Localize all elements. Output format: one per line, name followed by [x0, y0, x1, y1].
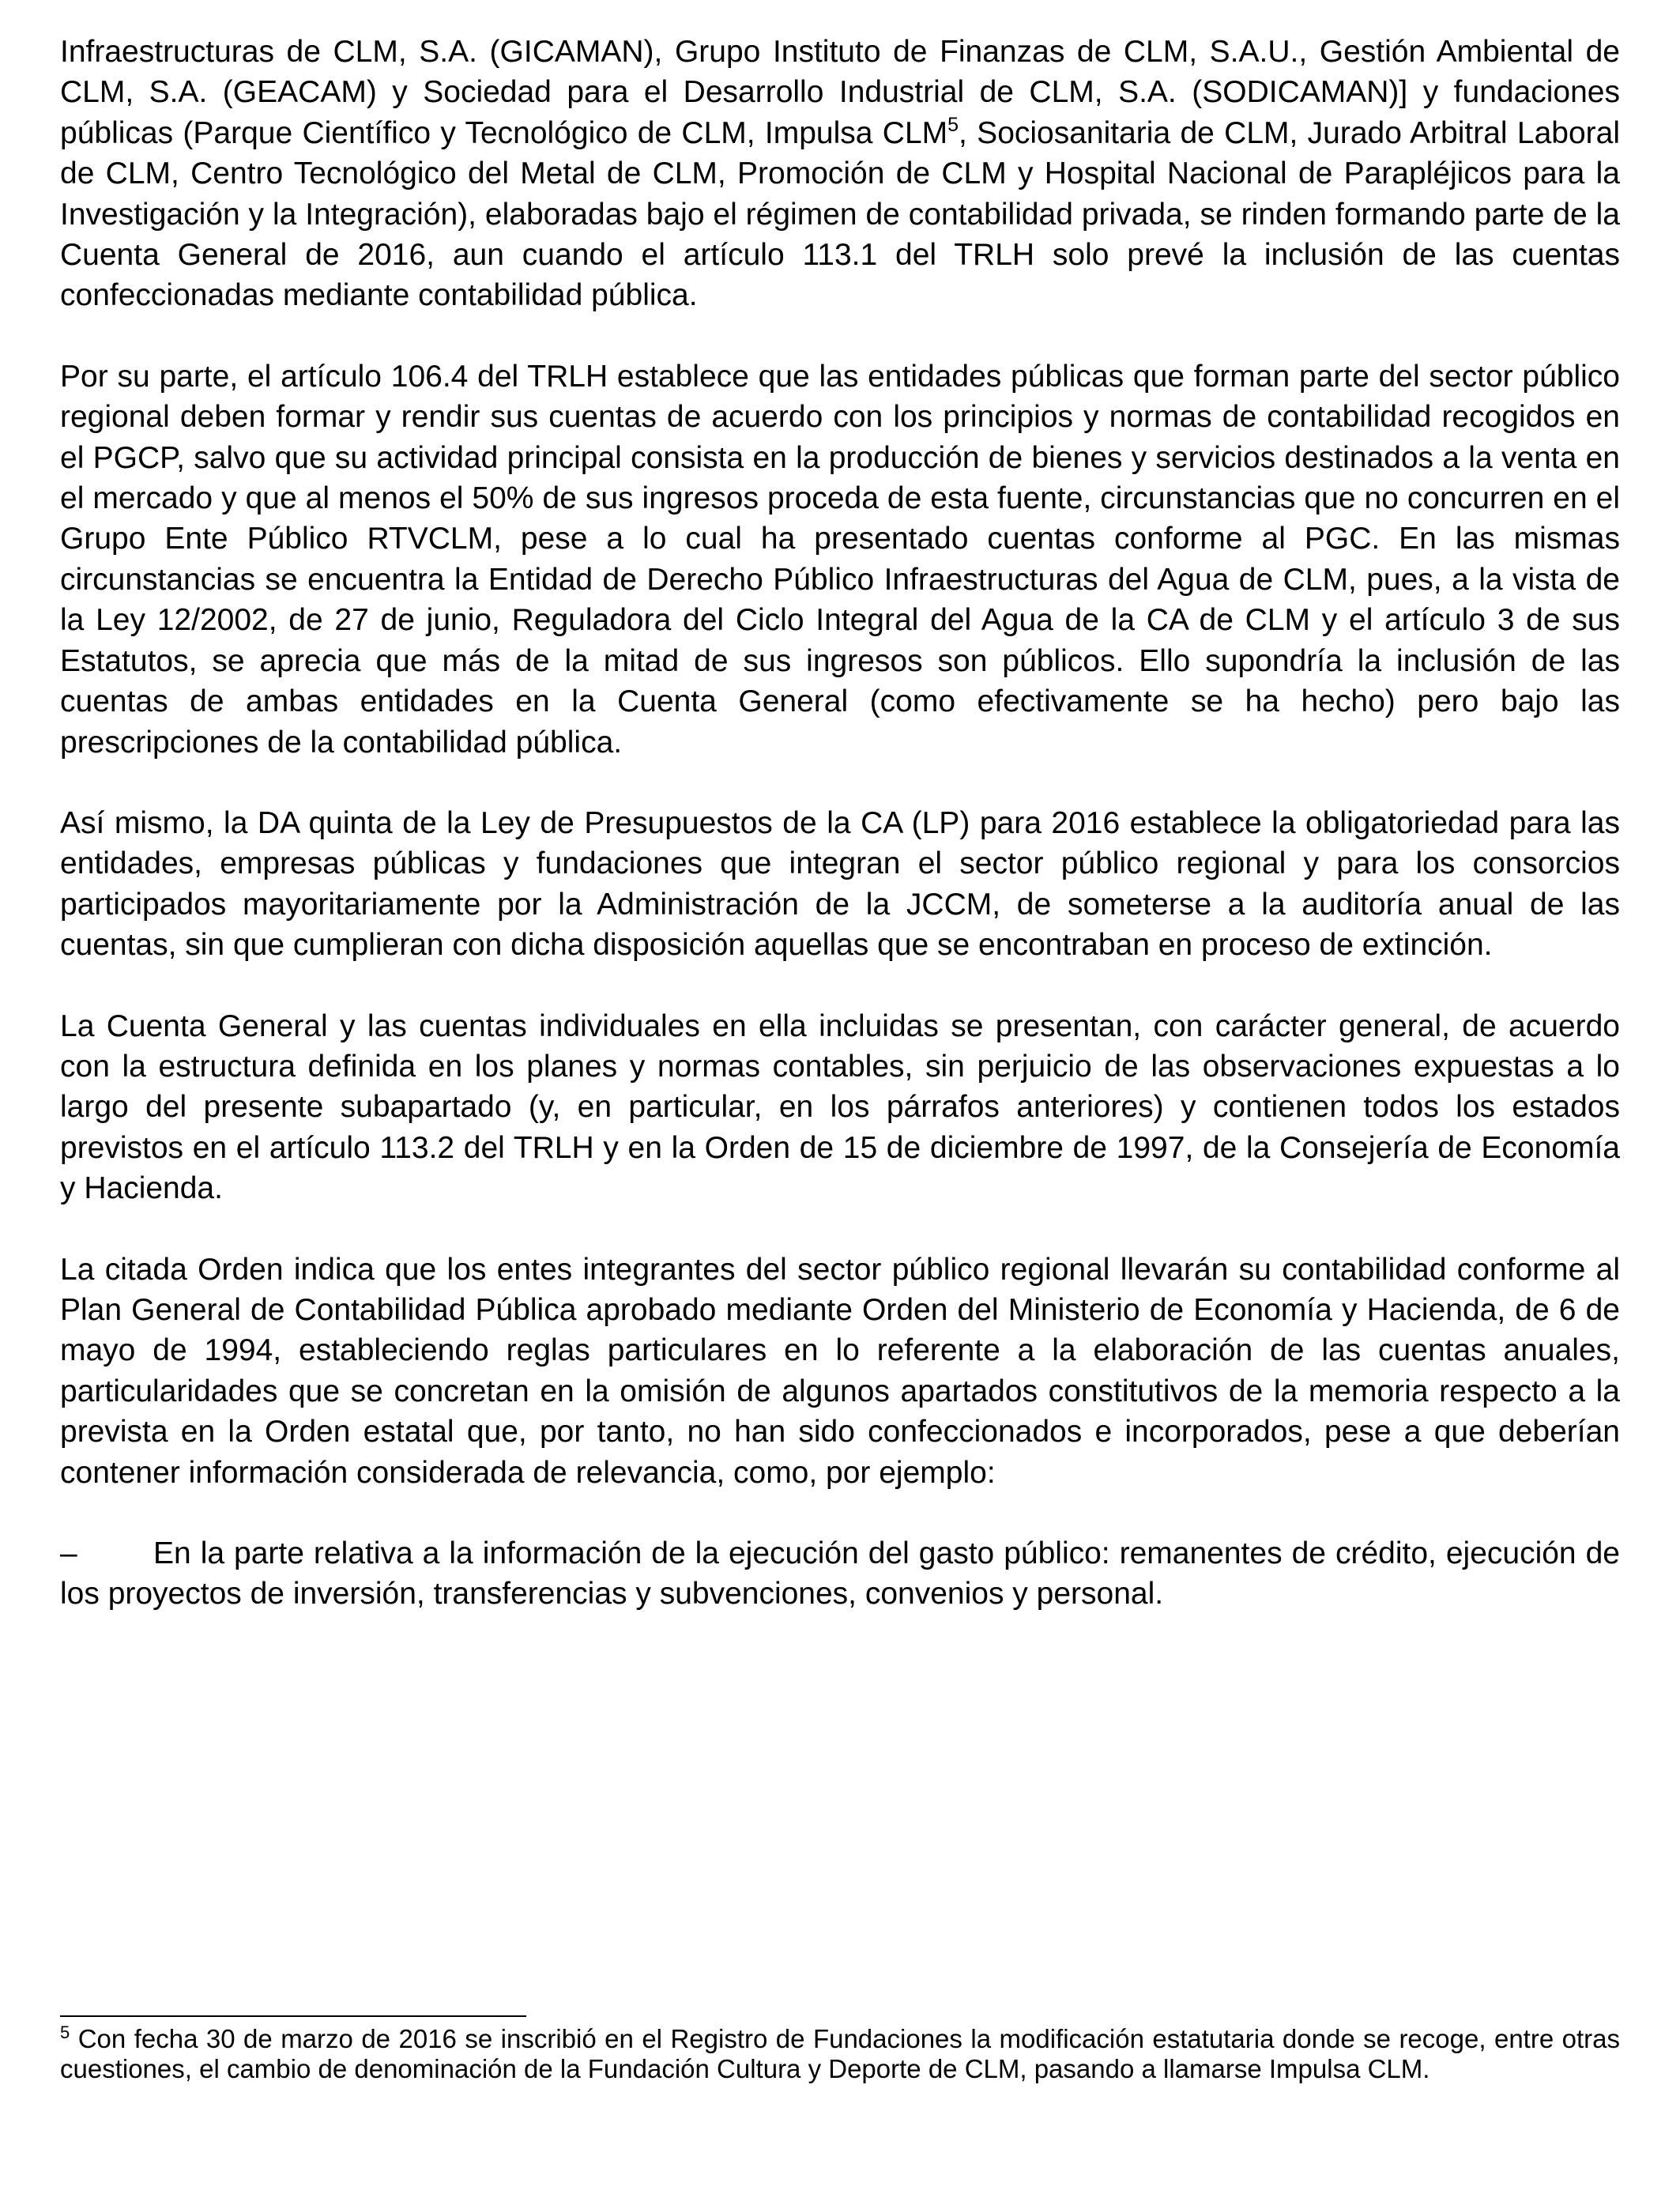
paragraph-3: Así mismo, la DA quinta de la Ley de Presupuestos de la CA (LP) para 2016 establece la obligatoriedad para las entidades, empresas públicas y fundaciones que integran el sector público regional y para los consorcios participados mayoritariamente por la Administración de la JCCM, de someterse a la auditoría anual de las cuentas, sin que cumplieran con dicha disposición aquellas que se encontraban en proceso de extinción.: [60, 805, 1620, 963]
paragraph-1-text-before: Infraestructuras de CLM, S.A. (GICAMAN), Grupo Instituto de Finanzas de CLM, S.A.U., Gestión Ambiental de CLM, S.A. (GEACAM) y Sociedad para el Desarrollo Industrial de CLM, S.A. (SODICAMAN)] y fundaciones públicas (Parque Científico y Tecnológico de CLM, Impulsa CLM: [60, 35, 1620, 150]
paragraph-1: [60, 32, 1620, 316]
document-body: [60, 32, 1620, 1615]
footnote: [60, 2024, 1620, 2083]
footnote-separator: [60, 2015, 526, 2017]
paragraph-4: La Cuenta General y las cuentas individuales en ella incluidas se presentan, con carácter general, de acuerdo con la estructura definida en los planes y normas contables, sin perjuicio de las observaciones expuestas a lo largo del presente subapartado (y, en particular, en los párrafos anteriores) y contienen todos los estados previstos en el artículo 113.2 del TRLH y en la Orden de 15 de diciembre de 1997, de la Consejería de Economía y Hacienda.: [60, 1008, 1620, 1206]
footnote-reference[interactable]: 5: [947, 113, 959, 136]
footnote-number: 5: [60, 2022, 70, 2042]
paragraph-1-text-after: , Sociosanitaria de CLM, Jurado Arbitral Laboral de CLM, Centro Tecnológico del Metal de CLM, Promoción de CLM y Hospital Nacional de Parapléjicos para la Investigación y la Integración), elaboradas bajo el régimen de contabilidad privada, se rinden formando parte de la Cuenta General de 2016, aun cuando el artículo 113.1 del TRLH solo prevé la inclusión de las cuentas confeccionadas mediante contabilidad pública.: [60, 115, 1620, 313]
paragraph-2: Por su parte, el artículo 106.4 del TRLH establece que las entidades públicas que forman parte del sector público regional deben formar y rendir sus cuentas de acuerdo con los principios y normas de contabilidad recogidos en el PGCP, salvo que su actividad principal consista en la producción de bienes y servicios destinados a la venta en el mercado y que al menos el 50% de sus ingresos proceda de esta fuente, circunstancias que no concurren en el Grupo Ente Público RTVCLM, pese a lo cual ha presentado cuentas conforme al PGC. En las mismas circunstancias se encuentra la Entidad de Derecho Público Infraestructuras del Agua de CLM, pues, a la vista de la Ley 12/2002, de 27 de junio, Reguladora del Ciclo Integral del Agua de la CA de CLM y el artículo 3 de sus Estatutos, se aprecia que más de la mitad de sus ingresos son públicos. Ello supondría la inclusión de las cuentas de ambas entidades en la Cuenta General (como efectivamente se ha hecho) pero bajo las prescripciones de la contabilidad pública.: [60, 359, 1620, 760]
paragraph-5: La citada Orden indica que los entes integrantes del sector público regional llevarán su contabilidad conforme al Plan General de Contabilidad Pública aprobado mediante Orden del Ministerio de Economía y Hacienda, de 6 de mayo de 1994, estableciendo reglas particulares en lo referente a la elaboración de las cuentas anuales, particularidades que se concretan en la omisión de algunos apartados constitutivos de la memoria respecto a la prevista en la Orden estatal que, por tanto, no han sido confeccionados e incorporados, pese a que deberían contener información considerada de relevancia, como, por ejemplo:: [60, 1252, 1620, 1490]
bullet-item-text: En la parte relativa a la información de la ejecución del gasto público: remanentes de crédito, ejecución de los proyectos de inversión, transferencias y subvenciones, convenios y personal.: [60, 1536, 1620, 1612]
bullet-item: [60, 1533, 1620, 1615]
footnote-text: Con fecha 30 de marzo de 2016 se inscribió en el Registro de Fundaciones la modificación estatutaria donde se recoge, entre otras cuestiones, el cambio de denominación de la Fundación Cultura y Deporte de CLM, pasando a llamarse Impulsa CLM.: [60, 2024, 1620, 2083]
bullet-dash-marker: –: [60, 1536, 77, 1570]
